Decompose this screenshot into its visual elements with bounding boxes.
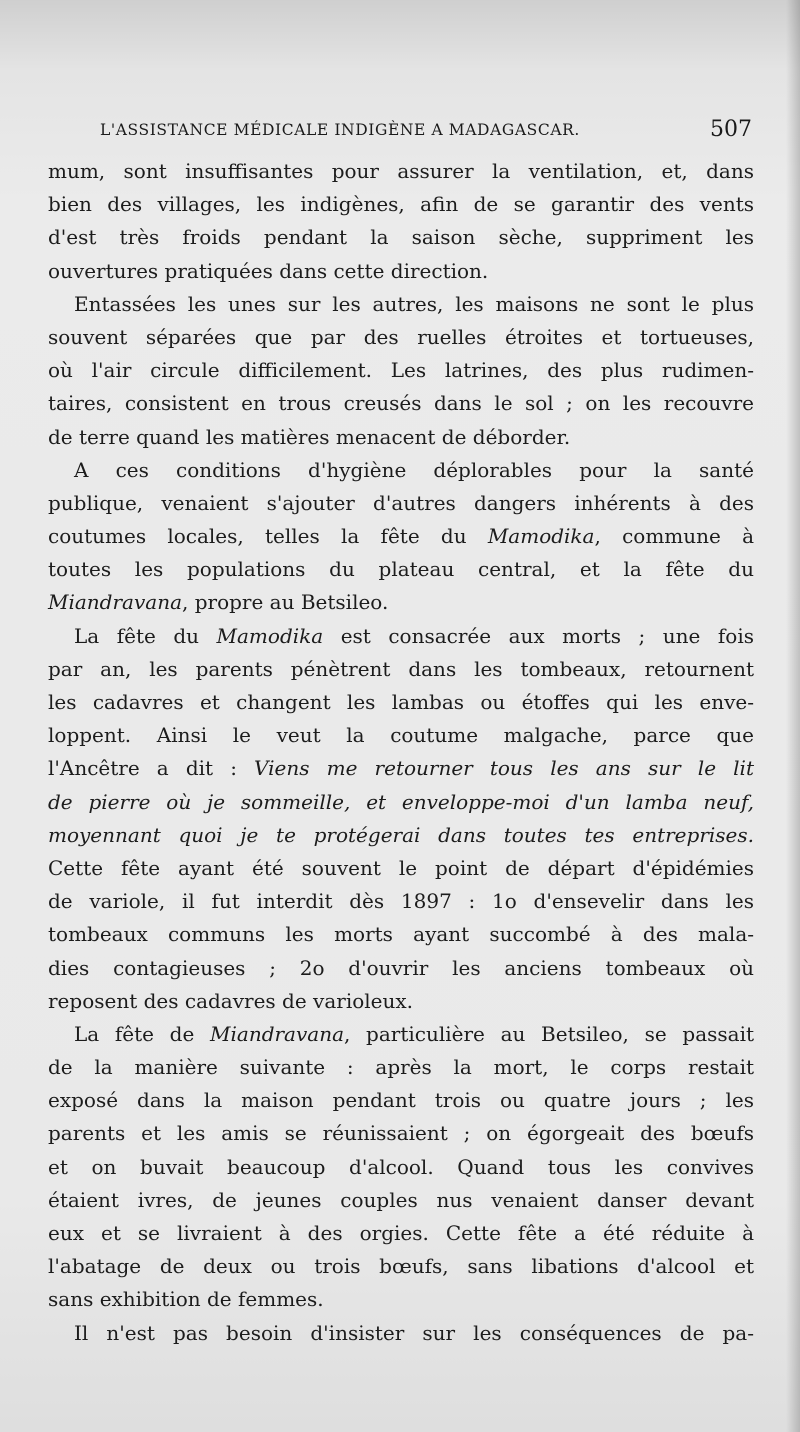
running-head — [100, 117, 752, 147]
text-segment: est consacrée aux morts ; une fois — [323, 623, 754, 648]
text-segment: , propre au Betsileo. — [182, 590, 389, 615]
text-line — [48, 1184, 754, 1217]
text-segment: souvent séparées que par des ruelles étroites et tortueuses, — [48, 324, 754, 349]
text-segment: par an, les parents pénètrent dans les tombeaux, retournent — [48, 656, 754, 681]
text-line — [48, 819, 754, 852]
text-line — [48, 1117, 754, 1150]
text-line — [48, 985, 754, 1018]
text-line — [48, 454, 754, 487]
text-segment: l'abatage de deux ou trois bœufs, sans libations d'alcool et — [48, 1254, 754, 1279]
text-line — [48, 1084, 754, 1117]
text-segment: de variole, il fut interdit dès 1897 : 1o d'ensevelir dans les — [48, 889, 754, 914]
italic-text: Miandravana — [48, 590, 182, 615]
text-line — [48, 1151, 754, 1184]
text-line — [48, 885, 754, 918]
text-segment: Il n'est pas besoin d'insister sur les conséquences de pa- — [74, 1320, 754, 1345]
text-segment: toutes les populations du plateau central, et la fête du — [48, 557, 754, 582]
text-segment: eux et se livraient à des orgies. Cette fête a été réduite à — [48, 1221, 754, 1245]
text-line — [48, 752, 754, 785]
text-line — [48, 288, 754, 321]
text-line — [48, 155, 754, 188]
text-line — [48, 1217, 754, 1250]
text-segment: et on buvait beaucoup d'alcool. Quand tous les convives — [48, 1154, 754, 1179]
text-segment: de la manière suivante : après la mort, le corps restait — [48, 1055, 754, 1080]
italic-text: Miandravana — [210, 1021, 345, 1046]
text-segment: bien des villages, les indigènes, afin de se garantir des vents — [48, 192, 754, 217]
text-segment: Entassées les unes sur les autres, les maisons ne sont le plus — [74, 291, 754, 316]
text-line — [48, 321, 754, 354]
text-segment: La fête du — [74, 623, 217, 648]
text-segment: , commune à — [594, 524, 755, 549]
text-line — [48, 553, 754, 586]
text-line — [48, 354, 754, 387]
text-line — [48, 188, 754, 221]
text-segment: l'Ancêtre a dit : — [48, 756, 255, 781]
text-line — [48, 1250, 754, 1283]
text-line — [48, 620, 754, 653]
text-segment: La fête de — [74, 1021, 211, 1046]
text-segment: Cette fête ayant été souvent le point de départ d'épidémies — [48, 855, 754, 880]
text-segment: d'est très froids pendant la saison sèche, suppriment les — [48, 225, 754, 250]
text-line — [48, 221, 754, 254]
page-number: 507 — [710, 117, 752, 142]
text-line — [48, 421, 754, 454]
italic-text: Mamodika — [216, 623, 324, 648]
text-segment: sans exhibition de femmes. — [48, 1287, 324, 1312]
text-segment: loppent. Ainsi le veut la coutume malgache, parce que — [48, 723, 754, 748]
text-segment: étaient ivres, de jeunes couples nus venaient danser devant — [48, 1187, 754, 1212]
text-line — [48, 586, 754, 619]
text-line — [48, 387, 754, 420]
text-segment: dies contagieuses ; 2o d'ouvrir les anciens tombeaux où — [48, 955, 754, 980]
text-line — [48, 1018, 754, 1051]
text-line — [48, 918, 754, 951]
text-line — [48, 952, 754, 985]
text-line — [48, 686, 754, 719]
text-segment: tombeaux communs les morts ayant succombé à des mala- — [48, 922, 754, 947]
body-text — [48, 155, 754, 1350]
text-segment: les cadavres et changent les lambas ou étoffes qui les enve- — [48, 690, 754, 714]
text-segment: , particulière au Betsileo, se passait — [344, 1021, 754, 1046]
text-line — [48, 1283, 754, 1316]
text-segment: coutumes locales, telles la fête du — [48, 524, 488, 549]
text-line — [48, 653, 754, 686]
text-segment: mum, sont insuffisantes pour assurer la ventilation, et, dans — [48, 159, 754, 183]
text-segment: ouvertures pratiquées dans cette direction. — [48, 258, 489, 283]
italic-text: de pierre où je sommeille, et enveloppe-moi d'un lamba neuf, — [48, 789, 754, 814]
text-segment: taires, consistent en trous creusés dans le sol ; on les recouvre — [48, 391, 754, 416]
text-line — [48, 255, 754, 288]
text-segment: A ces conditions d'hygiène déplorables pour la santé — [74, 457, 754, 482]
text-segment: où l'air circule difficilement. Les latrines, des plus rudimen- — [48, 358, 754, 383]
text-line — [48, 852, 754, 885]
running-title: L'ASSISTANCE MÉDICALE INDIGÈNE A MADAGASCAR. — [100, 121, 580, 139]
italic-text: Mamodika — [487, 524, 595, 549]
text-line — [48, 520, 754, 553]
text-segment: de terre quand les matières menacent de déborder. — [48, 424, 571, 449]
italic-text: Viens me retourner tous les ans sur le lit — [254, 756, 754, 781]
text-segment: reposent des cadavres de varioleux. — [48, 988, 414, 1013]
text-line — [48, 786, 754, 819]
text-line — [48, 1317, 754, 1350]
text-segment: publique, venaient s'ajouter d'autres dangers inhérents à des — [48, 490, 754, 515]
text-segment: parents et les amis se réunissaient ; on égorgeait des bœufs — [48, 1121, 754, 1146]
text-line — [48, 719, 754, 752]
text-line — [48, 487, 754, 520]
text-line — [48, 1051, 754, 1084]
text-segment: exposé dans la maison pendant trois ou quatre jours ; les — [48, 1088, 754, 1113]
italic-text: moyennant quoi je te protégerai dans toutes tes entreprises. — [48, 822, 754, 847]
